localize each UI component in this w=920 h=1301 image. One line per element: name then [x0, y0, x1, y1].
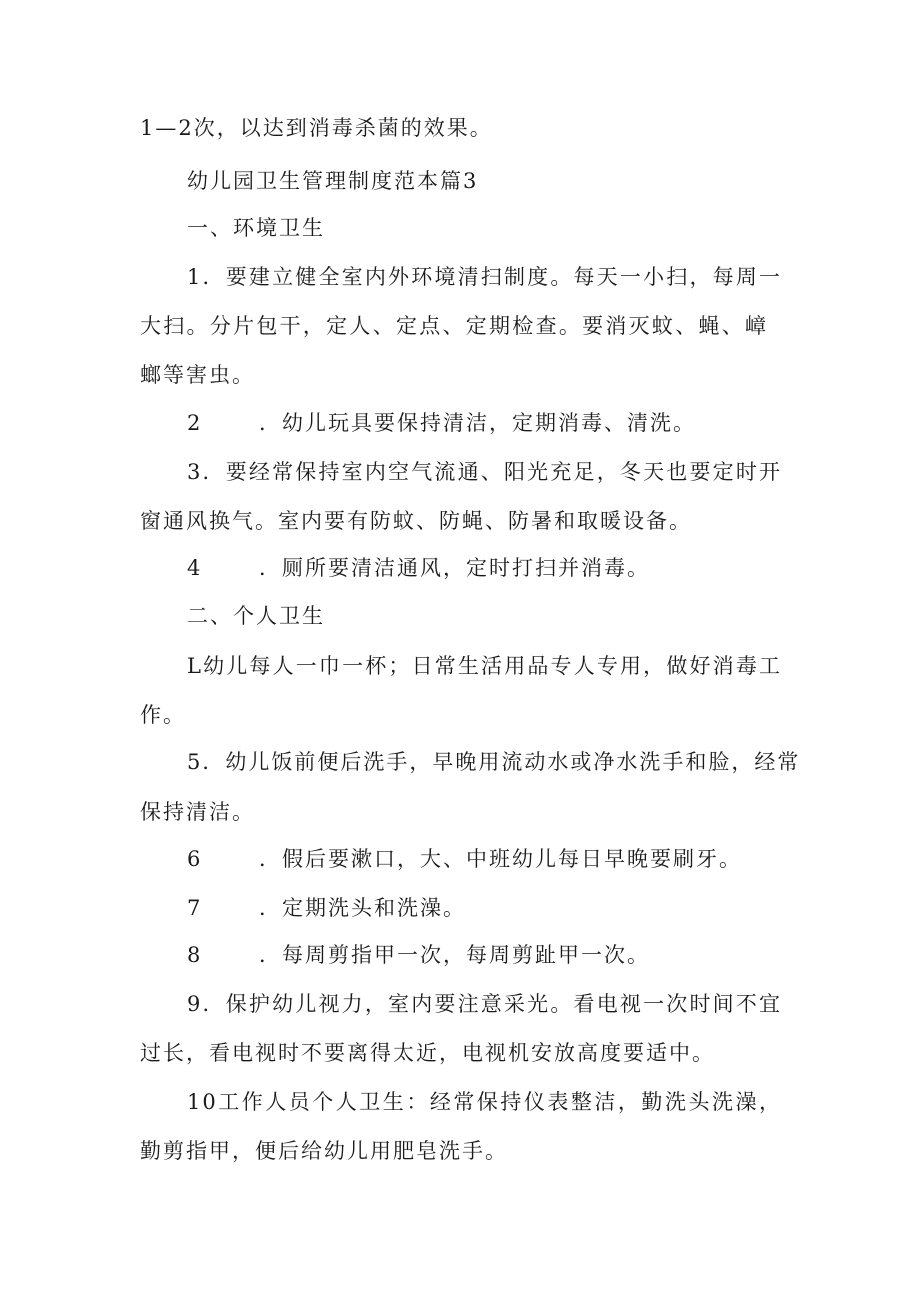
paragraph-line: 1—2次，以达到消毒杀菌的效果。	[140, 116, 493, 140]
list-item	[187, 940, 837, 970]
paragraph-line: 3．要经常保持室内空气流通、阳光充足，冬天也要定时开	[187, 460, 782, 484]
list-text: ．定期洗头和洗澡。	[259, 896, 466, 920]
list-item	[187, 553, 837, 583]
paragraph-line: 1．要建立健全室内外环境清扫制度。每天一小扫，每周一	[187, 265, 782, 289]
paragraph-line: 过长，看电视时不要离得太近，电视机安放高度要适中。	[140, 1041, 715, 1065]
section-heading: 幼儿园卫生管理制度范本篇3	[187, 169, 479, 193]
paragraph-line: 10工作人员个人卫生：经常保持仪表整洁，勤洗头洗澡，	[187, 1090, 782, 1114]
list-text: ．假后要漱口，大、中班幼儿每日早晚要刷牙。	[259, 847, 742, 871]
paragraph-line: 大扫。分片包干，定人、定点、定期检查。要消灭蚊、蝇、嶂	[140, 314, 768, 338]
paragraph-line: 作。	[140, 703, 186, 727]
list-item	[187, 893, 837, 923]
list-item	[187, 844, 837, 874]
list-number: 4	[187, 556, 203, 580]
paragraph-line: 螂等害虫。	[140, 363, 255, 387]
list-text: ．每周剪指甲一次，每周剪趾甲一次。	[259, 943, 650, 967]
paragraph-line: 勤剪指甲，便后给幼儿用肥皂洗手。	[140, 1139, 508, 1163]
paragraph-line: 窗通风换气。室内要有防蚊、防蝇、防暑和取暖设备。	[140, 509, 692, 533]
subsection-heading: 一、环境卫生	[187, 216, 325, 240]
list-item	[187, 408, 837, 438]
list-number: 8	[187, 943, 203, 967]
list-number: 6	[187, 847, 203, 871]
list-text: ．厕所要清洁通风，定时打扫并消毒。	[259, 556, 650, 580]
list-number: 7	[187, 896, 203, 920]
list-text: ．幼儿玩具要保持清洁，定期消毒、清洗。	[259, 411, 696, 435]
paragraph-line: 5．幼儿饭前便后洗手，早晚用流动水或净水洗手和脸，经常	[187, 750, 801, 774]
paragraph-line: 9．保护幼儿视力，室内要注意采光。看电视一次时间不宜	[187, 992, 782, 1016]
paragraph-line: L幼儿每人一巾一杯；日常生活用品专人专用，做好消毒工	[187, 654, 782, 678]
subsection-heading: 二、个人卫生	[187, 604, 325, 628]
list-number: 2	[187, 411, 203, 435]
paragraph-line: 保持清洁。	[140, 800, 255, 824]
